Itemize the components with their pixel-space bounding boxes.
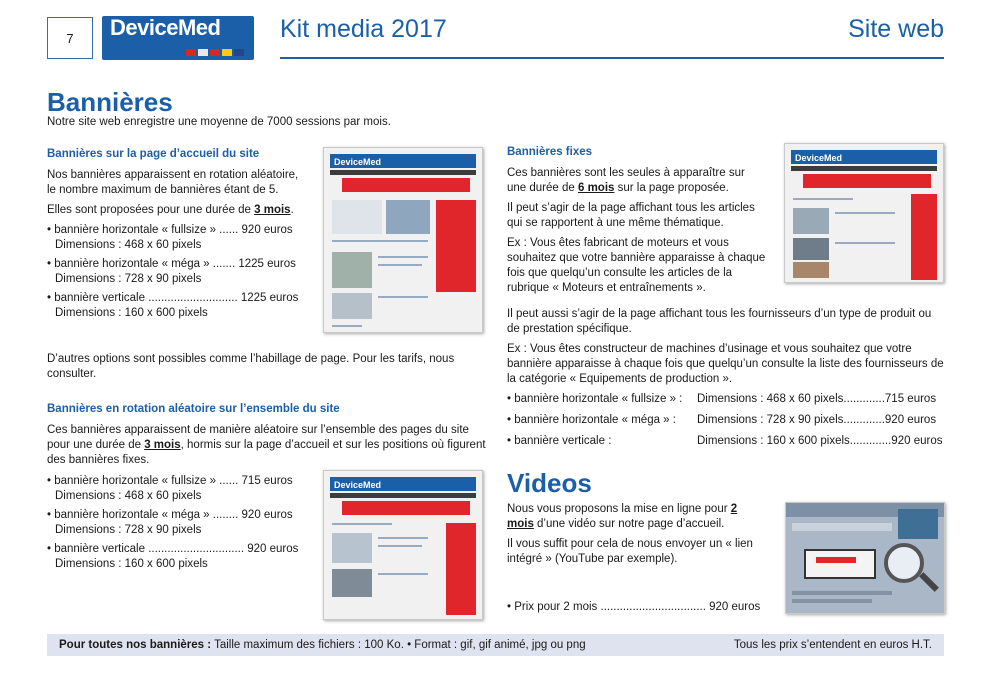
video-screenshot-thumbnail [785,502,945,614]
footer-details: Taille maximum des fichiers : 100 Ko. • Format : gif, gif animé, jpg ou png [211,638,586,651]
fixes-heading: Bannières fixes [507,146,593,158]
videos-title: Videos [507,468,592,498]
fixes-p2: Il peut s’agir de la page affichant tous les articles qui se rapportent à une même thématique. [507,202,755,229]
accueil-section [47,147,307,325]
list-item: • bannière verticale .............................. 920 euros Dimensions : 160 x 600 pixels [47,543,299,570]
list-item: • bannière horizontale « méga » ....... 1225 euros Dimensions : 728 x 90 pixels [47,258,296,285]
bannieres-intro: Notre site web enregistre une moyenne de 7000 sessions par mois. [47,116,391,128]
fixes-p4: Il peut aussi s’agir de la page affichant tous les fournisseurs d’un type de produit ou de prestation spécifique. [507,308,932,335]
accueil-heading: Bannières sur la page d’accueil du site [47,148,260,160]
fixes-section [507,145,767,301]
accueil-p1: Nos bannières apparaissent en rotation aléatoire, le nombre maximum de bannières étant de 5. [47,169,299,196]
site-screenshot-thumbnail: DeviceMed [323,470,483,620]
footer-bold-label: Pour toutes nos bannières : [59,638,212,651]
list-item: • bannière horizontale « fullsize » : Dimensions : 468 x 60 pixels.............715 euros [507,393,937,405]
rotation-heading: Bannières en rotation aléatoire sur l’ensemble du site [47,403,340,415]
rotation-list [47,474,307,576]
rotation-p1: Ces bannières apparaissent de manière aléatoire sur l’ensemble des pages du site pour une durée de 3 mois, hormis sur la page d’accueil et sur les positions où figurent des bannières fixes. [47,424,486,466]
videos-p2: Il vous suffit pour cela de nous envoyer un « lien intégré » (YouTube par exemple). [507,538,753,565]
list-item: • bannière horizontale « fullsize » ...... 920 euros Dimensions : 468 x 60 pixels [47,224,293,251]
accueil-other: D’autres options sont possibles comme l’habillage de page. Pour les tarifs, nous consulter. [47,353,455,380]
bannieres-title: Bannières [47,87,173,117]
rotation-section [47,402,487,473]
footer-prices-note: Tous les prix s’entendent en euros H.T. [733,638,932,651]
list-item: • bannière verticale : Dimensions : 160 x 600 pixels.............920 euros [507,435,943,447]
footer-note [47,634,944,656]
header-rule [280,57,944,59]
list-item: • bannière horizontale « méga » : Dimensions : 728 x 90 pixels.............920 euros [507,414,937,426]
kit-title: Kit media 2017 [280,15,447,43]
accueil-p2: Elles sont proposées pour une durée de 3 mois. [47,204,294,216]
flags-icon [186,49,244,56]
fixes-more [507,307,944,455]
list-item: • bannière horizontale « méga » ........ 920 euros Dimensions : 728 x 90 pixels [47,509,293,536]
list-item: • bannière verticale ............................ 1225 euros Dimensions : 160 x 600 pixels [47,292,299,319]
fixes-p5: Ex : Vous êtes constructeur de machines d’usinage et vous souhaitez que votre bannière apparaisse à chaque fois que quelqu’un consulte la liste des fournisseurs de la catégorie « Equipements de production ». [507,343,944,385]
fixes-p3: Ex : Vous êtes fabricant de moteurs et vous souhaitez que votre bannière apparaisse à chaque fois que quelqu’un consulte les articles de la rubrique « Moteurs et entraînements ». [507,237,766,294]
homepage-screenshot-thumbnail: DeviceMed [323,147,483,333]
fixed-banner-screenshot-thumbnail: DeviceMed [784,143,944,283]
logo-text: DeviceMed [110,15,221,40]
videos-section [507,502,757,572]
fixes-p1: Ces bannières sont les seules à apparaître sur une durée de 6 mois sur la page proposée. [507,167,745,194]
videos-price: • Prix pour 2 mois ................................. 920 euros [507,601,761,613]
page-number: 7 [47,17,93,59]
videos-p1: Nous vous proposons la mise en ligne pour 2 mois d’une vidéo sur notre page d’accueil. [507,503,738,530]
section-title: Site web [848,15,944,43]
list-item: • bannière horizontale « fullsize » ...... 715 euros Dimensions : 468 x 60 pixels [47,475,293,502]
devicemed-logo [102,16,254,60]
